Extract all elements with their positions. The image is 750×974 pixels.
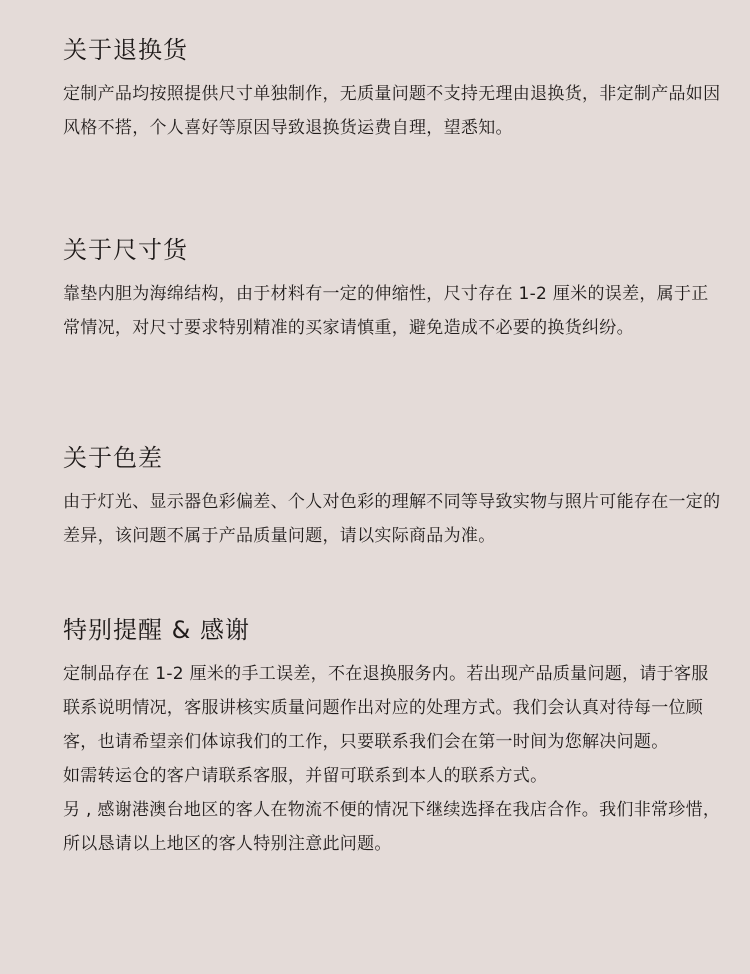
section-special-reminder [63, 615, 724, 861]
section-title-special-reminder: 特别提醒 & 感谢 [63, 616, 250, 644]
reminder-paragraph-transfer: 如需转运仓的客户请联系客服，并留可联系到本人的联系方式。 [63, 766, 548, 786]
reminder-paragraph-thanks: 另 , 感谢港澳台地区的客人在物流不便的情况下继续选择在我店合作。我们非常珍惜，所以恳请以上地区的客人特别注意此问题。 [63, 800, 721, 854]
section-body-returns [63, 77, 724, 145]
section-color-difference [63, 443, 724, 553]
section-body-size [63, 277, 724, 345]
section-body-color-difference [63, 485, 724, 553]
section-title-color-difference: 关于色差 [63, 444, 163, 472]
section-body-special-reminder [63, 657, 724, 861]
section-returns [63, 35, 724, 145]
section-size [63, 235, 724, 345]
section-title-returns: 关于退换货 [63, 36, 188, 64]
returns-paragraph: 定制产品均按照提供尺寸单独制作，无质量问题不支持无理由退换货，非定制产品如因风格不搭，个人喜好等原因导致退换货运费自理，望悉知。 [63, 84, 721, 138]
reminder-paragraph-custom: 定制品存在 1-2 厘米的手工误差，不在退换服务内。若出现产品质量问题，请于客服联系说明情况，客服讲核实质量问题作出对应的处理方式。我们会认真对待每一位顾客，也请希望亲们体谅我们的工作，只要联系我们会在第一时间为您解决问题。 [63, 664, 709, 752]
size-paragraph: 靠垫内胆为海绵结构，由于材料有一定的伸缩性，尺寸存在 1-2 厘米的误差，属于正常情况，对尺寸要求特别精准的买家请慎重，避免造成不必要的换货纠纷。 [63, 284, 709, 338]
section-title-size: 关于尺寸货 [63, 236, 188, 264]
color-difference-paragraph: 由于灯光、显示器色彩偏差、个人对色彩的理解不同等导致实物与照片可能存在一定的差异，该问题不属于产品质量问题，请以实际商品为准。 [63, 492, 721, 546]
